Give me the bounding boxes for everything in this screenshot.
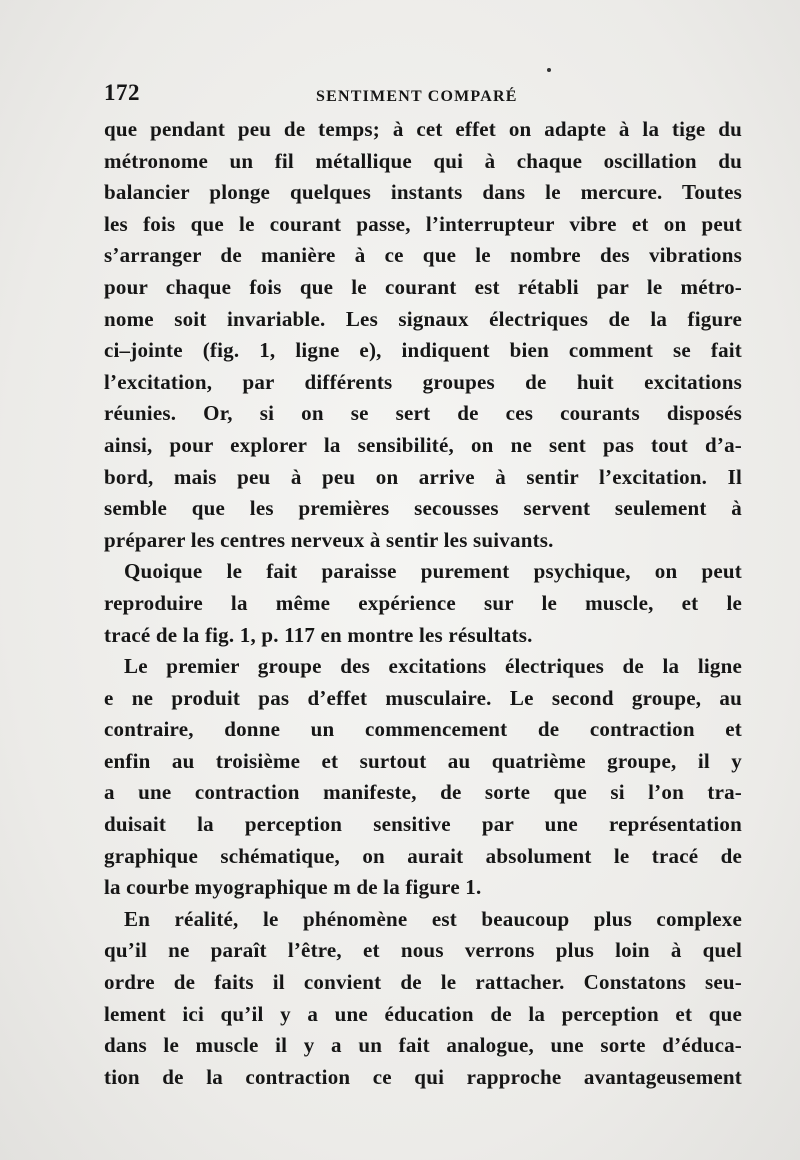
body-text bbox=[104, 114, 742, 1093]
text-line: bord, mais peu à peu on arrive à sentir l’excitation. Il bbox=[104, 464, 742, 489]
text-line: lement ici qu’il y a une éducation de la perception et que bbox=[104, 1001, 742, 1026]
text-line: que pendant peu de temps; à cet effet on adapte à la tige du bbox=[104, 117, 742, 141]
paragraph-first-line: En réalité, le phénomène est beaucoup plus complexe bbox=[124, 906, 742, 931]
text-line: l’excitation, par différents groupes de huit excitations bbox=[104, 369, 742, 394]
text-line: e ne produit pas d’effet musculaire. Le second groupe, au bbox=[104, 685, 742, 710]
text-line: duisait la perception sensitive par une représentation bbox=[104, 812, 742, 837]
running-title: SENTIMENT COMPARÉ bbox=[316, 88, 518, 105]
text-line: contraire, donne un commencement de contraction et bbox=[104, 717, 742, 742]
text-line: enfin au troisième et surtout au quatrième groupe, il y bbox=[104, 748, 742, 773]
text-line: nome soit invariable. Les signaux électriques de la figure bbox=[104, 306, 742, 331]
text-line: réunies. Or, si on se sert de ces courants disposés bbox=[104, 401, 742, 426]
text-line: pour chaque fois que le courant est rétabli par le métro- bbox=[104, 274, 742, 299]
text-line: ci–jointe (fig. 1, ligne e), indiquent bien comment se fait bbox=[104, 338, 742, 363]
page-header bbox=[104, 78, 744, 114]
text-line: ainsi, pour explorer la sensibilité, on ne sent pas tout d’a- bbox=[104, 432, 742, 457]
text-line: dans le muscle il y a un fait analogue, une sorte d’éduca- bbox=[104, 1033, 742, 1058]
text-line: les fois que le courant passe, l’interrupteur vibre et on peut bbox=[104, 211, 742, 236]
text-line: s’arranger de manière à ce que le nombre des vibrations bbox=[104, 243, 742, 268]
text-line: semble que les premières secousses servent seulement à bbox=[104, 496, 742, 521]
paragraph-first-line: Quoique le fait paraisse purement psychique, on peut bbox=[124, 559, 742, 584]
text-line: tion de la contraction ce qui rapproche avantageusement bbox=[104, 1064, 742, 1089]
text-line: a une contraction manifeste, de sorte que si l’on tra- bbox=[104, 780, 742, 805]
text-line: métronome un fil métallique qui à chaque oscillation du bbox=[104, 148, 742, 173]
text-line: graphique schématique, on aurait absolument le tracé de bbox=[104, 843, 742, 868]
ink-speck bbox=[547, 68, 551, 72]
text-line: qu’il ne paraît l’être, et nous verrons plus loin à quel bbox=[104, 938, 742, 963]
text-line: reproduire la même expérience sur le muscle, et le bbox=[104, 590, 742, 615]
text-line: tracé de la fig. 1, p. 117 en montre les résultats. bbox=[104, 622, 533, 647]
text-line: la courbe myographique m de la figure 1. bbox=[104, 875, 482, 900]
text-line: préparer les centres nerveux à sentir les suivants. bbox=[104, 527, 554, 552]
text-line: balancier plonge quelques instants dans le mercure. Toutes bbox=[104, 180, 742, 205]
paragraph-first-line: Le premier groupe des excitations électriques de la ligne bbox=[124, 654, 742, 679]
text-line: ordre de faits il convient de le rattacher. Constatons seu- bbox=[104, 970, 742, 995]
page-number: 172 bbox=[104, 80, 140, 105]
